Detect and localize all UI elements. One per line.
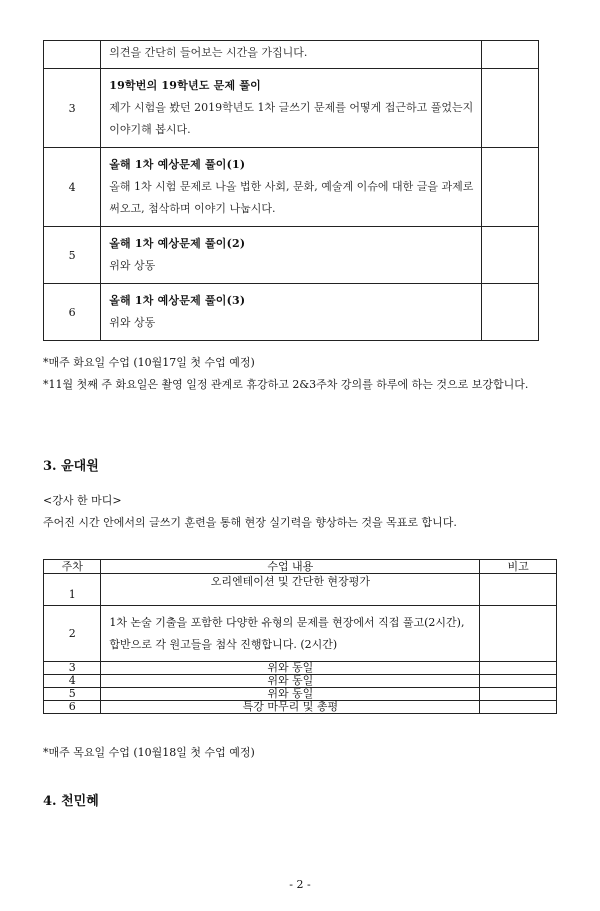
content-cell: 오리엔테이션 및 간단한 현장평가 [101, 574, 480, 606]
row-title: 올해 1차 예상문제 풀이(2) [109, 237, 246, 250]
note-cell [480, 662, 557, 675]
row-title: 올해 1차 예상문제 풀이(1) [109, 158, 246, 171]
table-row [44, 574, 557, 606]
header-content: 수업 내용 [101, 560, 480, 574]
content-cell [101, 227, 482, 284]
content-cell: 위와 동일 [101, 688, 480, 701]
week-cell: 5 [44, 227, 101, 284]
makeup-class-note: *11월 첫째 주 화요일은 촬영 일정 관계로 휴강하고 2&3주차 강의를 하루에 하는 것으로 보강합니다. [43, 378, 529, 391]
instructor-comment-text: 주어진 시간 안에서의 글쓰기 훈련을 통해 현장 실기력을 향상하는 것을 목표로 합니다. [43, 516, 457, 529]
table-row [44, 41, 539, 69]
content-cell: 특강 마무리 및 총평 [101, 701, 480, 714]
table-row [44, 606, 557, 662]
curriculum-table-1 [43, 40, 539, 341]
table-row [44, 284, 539, 341]
section-heading-4: 4. 천민혜 [43, 794, 99, 809]
header-week: 주차 [44, 560, 101, 574]
week-cell: 5 [44, 688, 101, 701]
table-header-row [44, 560, 557, 574]
instructor-comment-label: <강사 한 마디> [43, 494, 122, 507]
table-row [44, 701, 557, 714]
note-cell [480, 701, 557, 714]
week-cell: 4 [44, 148, 101, 227]
row-title: 올해 1차 예상문제 풀이(3) [109, 294, 246, 307]
row-description: 위와 상동 [109, 316, 156, 329]
schedule-note: *매주 화요일 수업 (10월17일 첫 수업 예정) [43, 356, 255, 369]
row-description: 위와 상동 [109, 259, 156, 272]
table-row [44, 227, 539, 284]
schedule-note: *매주 목요일 수업 (10월18일 첫 수업 예정) [43, 746, 255, 759]
week-cell: 2 [44, 606, 101, 662]
row-description: 의견을 간단히 들어보는 시간을 가집니다. [109, 45, 308, 59]
content-cell [101, 69, 482, 148]
row-description: 제가 시험을 봤던 2019학년도 1차 글쓰기 문제를 어떻게 접근하고 풀었는지 이야기해 봅시다. [109, 101, 474, 136]
content-cell: 위와 동일 [101, 662, 480, 675]
note-cell [482, 69, 539, 148]
section-heading-3: 3. 윤대원 [43, 459, 99, 474]
note-cell [482, 148, 539, 227]
curriculum-table-2 [43, 559, 557, 714]
note-cell [480, 606, 557, 662]
content-cell: 위와 동일 [101, 675, 480, 688]
table-row [44, 688, 557, 701]
week-cell: 3 [44, 662, 101, 675]
content-cell [101, 148, 482, 227]
week-cell: 3 [44, 69, 101, 148]
note-cell [482, 284, 539, 341]
table-row [44, 148, 539, 227]
table-row [44, 675, 557, 688]
week-cell: 1 [44, 574, 101, 606]
content-cell: 1차 논술 기출을 포함한 다양한 유형의 문제를 현장에서 직접 풀고(2시간), 합반으로 각 원고들을 첨삭 진행합니다. (2시간) [101, 606, 480, 662]
note-cell [480, 675, 557, 688]
page-number: - 2 - [289, 878, 311, 891]
table-row [44, 662, 557, 675]
note-cell [482, 227, 539, 284]
row-description: 올해 1차 시험 문제로 나올 법한 사회, 문화, 예술계 이슈에 대한 글을 과제로 써오고, 첨삭하며 이야기 나눕시다. [109, 180, 474, 215]
note-cell [480, 574, 557, 606]
week-cell [44, 41, 101, 69]
content-cell [101, 41, 482, 69]
table-row [44, 69, 539, 148]
note-cell [482, 41, 539, 69]
note-cell [480, 688, 557, 701]
week-cell: 6 [44, 701, 101, 714]
week-cell: 6 [44, 284, 101, 341]
header-note: 비고 [480, 560, 557, 574]
week-cell: 4 [44, 675, 101, 688]
row-title: 19학번의 19학년도 문제 풀이 [109, 79, 261, 92]
content-cell [101, 284, 482, 341]
